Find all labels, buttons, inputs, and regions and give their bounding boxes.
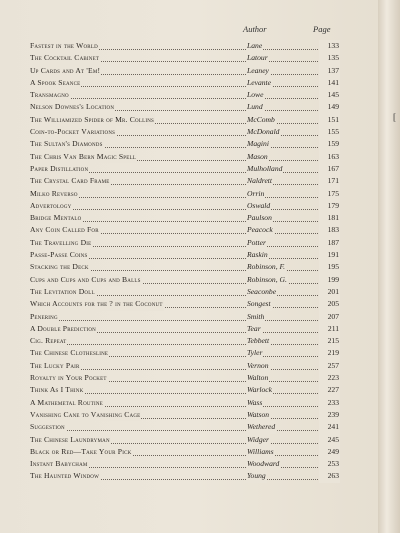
entry-author: Woodward bbox=[246, 458, 280, 470]
entry-author: Robinson, G. bbox=[246, 274, 288, 286]
entry-page-number: 199 bbox=[319, 274, 340, 286]
entry-title: The Levitation Doll bbox=[30, 286, 96, 298]
entry-author: Young bbox=[246, 470, 267, 482]
entry-title: Milko Reverso bbox=[30, 188, 79, 200]
entry-title: Penering bbox=[30, 311, 59, 323]
entry-page-number: 207 bbox=[319, 311, 340, 323]
entry-author: Widger bbox=[246, 434, 270, 446]
contents-entry bbox=[30, 397, 340, 409]
entry-author: Mulholland bbox=[246, 163, 283, 175]
entry-title: The Williamized Spider of Mr. Collins bbox=[30, 114, 155, 126]
entry-author: Tyler bbox=[246, 347, 263, 359]
entry-author: Lund bbox=[246, 101, 264, 113]
contents-entry bbox=[30, 286, 340, 298]
entry-title: The Chinese Laundryman bbox=[30, 434, 111, 446]
entry-author: Seaconbe bbox=[246, 286, 277, 298]
entry-title: The Sultan's Diamonds bbox=[30, 138, 104, 150]
entry-title: Up Cards and At 'Em! bbox=[30, 65, 101, 77]
entry-page-number: 239 bbox=[319, 409, 340, 421]
entry-page-number: 149 bbox=[319, 101, 340, 113]
entry-title: Think As I Think bbox=[30, 384, 84, 396]
entry-title: The Chris Van Bern Magic Spell bbox=[30, 151, 137, 163]
entry-title: Cups and Cups and Cups and Balls bbox=[30, 274, 142, 286]
entry-title: The Travelling Die bbox=[30, 237, 92, 249]
entry-title: Suggestion bbox=[30, 421, 66, 433]
entry-page-number: 227 bbox=[319, 384, 340, 396]
contents-entry bbox=[30, 434, 340, 446]
contents-entry bbox=[30, 446, 340, 458]
author-column-header: Author bbox=[243, 24, 267, 34]
entry-author: Raskin bbox=[246, 249, 269, 261]
contents-entry bbox=[30, 65, 340, 77]
contents-entry bbox=[30, 200, 340, 212]
entry-title: A Mathemetal Routine bbox=[30, 397, 104, 409]
entry-author: Lowe bbox=[246, 89, 264, 101]
entry-title: Black or Red—Take Your Pick bbox=[30, 446, 132, 458]
entry-title: The Haunted Window bbox=[30, 470, 100, 482]
entry-title: Fastest in the World bbox=[30, 40, 99, 52]
entry-author: Walton bbox=[246, 372, 269, 384]
contents-entry bbox=[30, 421, 340, 433]
entry-author: Wass bbox=[246, 397, 263, 409]
contents-entry bbox=[30, 347, 340, 359]
entry-title: Nelson Downes's Location bbox=[30, 101, 115, 113]
entry-author: McComb bbox=[246, 114, 276, 126]
entry-title: A Double Prediction bbox=[30, 323, 97, 335]
contents-entry bbox=[30, 458, 340, 470]
entry-page-number: 215 bbox=[319, 335, 340, 347]
entry-page-number: 167 bbox=[319, 163, 340, 175]
entry-title: Coin-to-Pocket Variations bbox=[30, 126, 116, 138]
entry-page-number: 133 bbox=[319, 40, 340, 52]
entry-author: Tear bbox=[246, 323, 262, 335]
entry-page-number: 249 bbox=[319, 446, 340, 458]
contents-entry bbox=[30, 360, 340, 372]
entry-title: A Spook Seance bbox=[30, 77, 81, 89]
entry-author: Wethered bbox=[246, 421, 276, 433]
contents-entry bbox=[30, 175, 340, 187]
entry-author: Oswald bbox=[246, 200, 271, 212]
contents-entry bbox=[30, 261, 340, 273]
entry-title: Instant Babycham bbox=[30, 458, 89, 470]
entry-page-number: 135 bbox=[319, 52, 340, 64]
entry-title: The Lucky Pair bbox=[30, 360, 81, 372]
contents-entry bbox=[30, 101, 340, 113]
entry-author: Paulson bbox=[246, 212, 273, 224]
contents-entry bbox=[30, 151, 340, 163]
entry-title: Stacking the Deck bbox=[30, 261, 90, 273]
contents-entry bbox=[30, 163, 340, 175]
entry-page-number: 137 bbox=[319, 65, 340, 77]
entry-title: Passe-Passe Coins bbox=[30, 249, 88, 261]
entry-page-number: 191 bbox=[319, 249, 340, 261]
entry-author: Songest bbox=[246, 298, 272, 310]
contents-list bbox=[30, 40, 340, 483]
leader-dots bbox=[30, 97, 320, 99]
contents-entry bbox=[30, 52, 340, 64]
entry-page-number: 223 bbox=[319, 372, 340, 384]
entry-author: Magini bbox=[246, 138, 270, 150]
page-column-header: Page bbox=[313, 24, 331, 34]
entry-page-number: 151 bbox=[319, 114, 340, 126]
entry-title: Vanishing Cane to Vanishing Cage bbox=[30, 409, 141, 421]
contents-entry bbox=[30, 335, 340, 347]
entry-page-number: 257 bbox=[319, 360, 340, 372]
contents-entry bbox=[30, 188, 340, 200]
entry-author: Potter bbox=[246, 237, 267, 249]
entry-page-number: 179 bbox=[319, 200, 340, 212]
entry-page-number: 233 bbox=[319, 397, 340, 409]
contents-entry bbox=[30, 237, 340, 249]
entry-page-number: 181 bbox=[319, 212, 340, 224]
entry-author: McDonald bbox=[246, 126, 280, 138]
entry-page-number: 159 bbox=[319, 138, 340, 150]
entry-title: Cig. Repeat bbox=[30, 335, 67, 347]
contents-entry bbox=[30, 470, 340, 482]
entry-title: Which Accounts for the ? in the Coconut bbox=[30, 298, 164, 310]
entry-page-number: 219 bbox=[319, 347, 340, 359]
contents-entry bbox=[30, 126, 340, 138]
entry-author: Watson bbox=[246, 409, 270, 421]
entry-page-number: 175 bbox=[319, 188, 340, 200]
entry-page-number: 187 bbox=[319, 237, 340, 249]
contents-entry bbox=[30, 274, 340, 286]
entry-page-number: 245 bbox=[319, 434, 340, 446]
contents-entry bbox=[30, 224, 340, 236]
entry-author: Peacock bbox=[246, 224, 274, 236]
contents-entry bbox=[30, 311, 340, 323]
entry-title: Advertology bbox=[30, 200, 72, 212]
entry-page-number: 183 bbox=[319, 224, 340, 236]
contents-entry bbox=[30, 384, 340, 396]
entry-author: Mason bbox=[246, 151, 269, 163]
entry-author: Levante bbox=[246, 77, 272, 89]
entry-title: Paper Distillation bbox=[30, 163, 89, 175]
entry-author: Tebbett bbox=[246, 335, 270, 347]
entry-author: Smith bbox=[246, 311, 265, 323]
entry-title: Bridge Mentalo bbox=[30, 212, 82, 224]
entry-author: Williams bbox=[246, 446, 275, 458]
contents-entry bbox=[30, 323, 340, 335]
entry-page-number: 253 bbox=[319, 458, 340, 470]
entry-page-number: 155 bbox=[319, 126, 340, 138]
entry-title: The Crystal Card Frame bbox=[30, 175, 111, 187]
facing-page-edge bbox=[378, 0, 400, 533]
entry-page-number: 263 bbox=[319, 470, 340, 482]
entry-page-number: 195 bbox=[319, 261, 340, 273]
entry-author: Lane bbox=[246, 40, 263, 52]
entry-author: Orrin bbox=[246, 188, 265, 200]
entry-title: The Chinese Clothesline bbox=[30, 347, 109, 359]
entry-page-number: 201 bbox=[319, 286, 340, 298]
entry-author: Leaney bbox=[246, 65, 270, 77]
contents-entry bbox=[30, 409, 340, 421]
leader-dots bbox=[30, 343, 320, 345]
entry-author: Robinson, F. bbox=[246, 261, 286, 273]
entry-page-number: 145 bbox=[319, 89, 340, 101]
contents-entry bbox=[30, 138, 340, 150]
contents-entry bbox=[30, 249, 340, 261]
contents-entry bbox=[30, 372, 340, 384]
entry-author: Warlock bbox=[246, 384, 273, 396]
entry-title: Transmagno bbox=[30, 89, 70, 101]
leader-dots bbox=[30, 208, 320, 210]
entry-page-number: 141 bbox=[319, 77, 340, 89]
contents-entry bbox=[30, 114, 340, 126]
entry-title: Royalty in Your Pocket bbox=[30, 372, 108, 384]
leader-dots bbox=[30, 429, 320, 431]
entry-author: Vernon bbox=[246, 360, 270, 372]
contents-entry bbox=[30, 77, 340, 89]
entry-author: Naldrett bbox=[246, 175, 273, 187]
contents-entry bbox=[30, 298, 340, 310]
entry-page-number: 171 bbox=[319, 175, 340, 187]
facing-page-mark: [ bbox=[393, 112, 396, 122]
entry-page-number: 241 bbox=[319, 421, 340, 433]
entry-page-number: 163 bbox=[319, 151, 340, 163]
entry-page-number: 211 bbox=[319, 323, 340, 335]
entry-title: The Cocktail Cabinet bbox=[30, 52, 100, 64]
entry-author: Latour bbox=[246, 52, 269, 64]
contents-entry bbox=[30, 89, 340, 101]
entry-title: Any Coin Called For bbox=[30, 224, 100, 236]
entry-page-number: 205 bbox=[319, 298, 340, 310]
contents-entry bbox=[30, 40, 340, 52]
leader-dots bbox=[30, 319, 320, 321]
contents-entry bbox=[30, 212, 340, 224]
